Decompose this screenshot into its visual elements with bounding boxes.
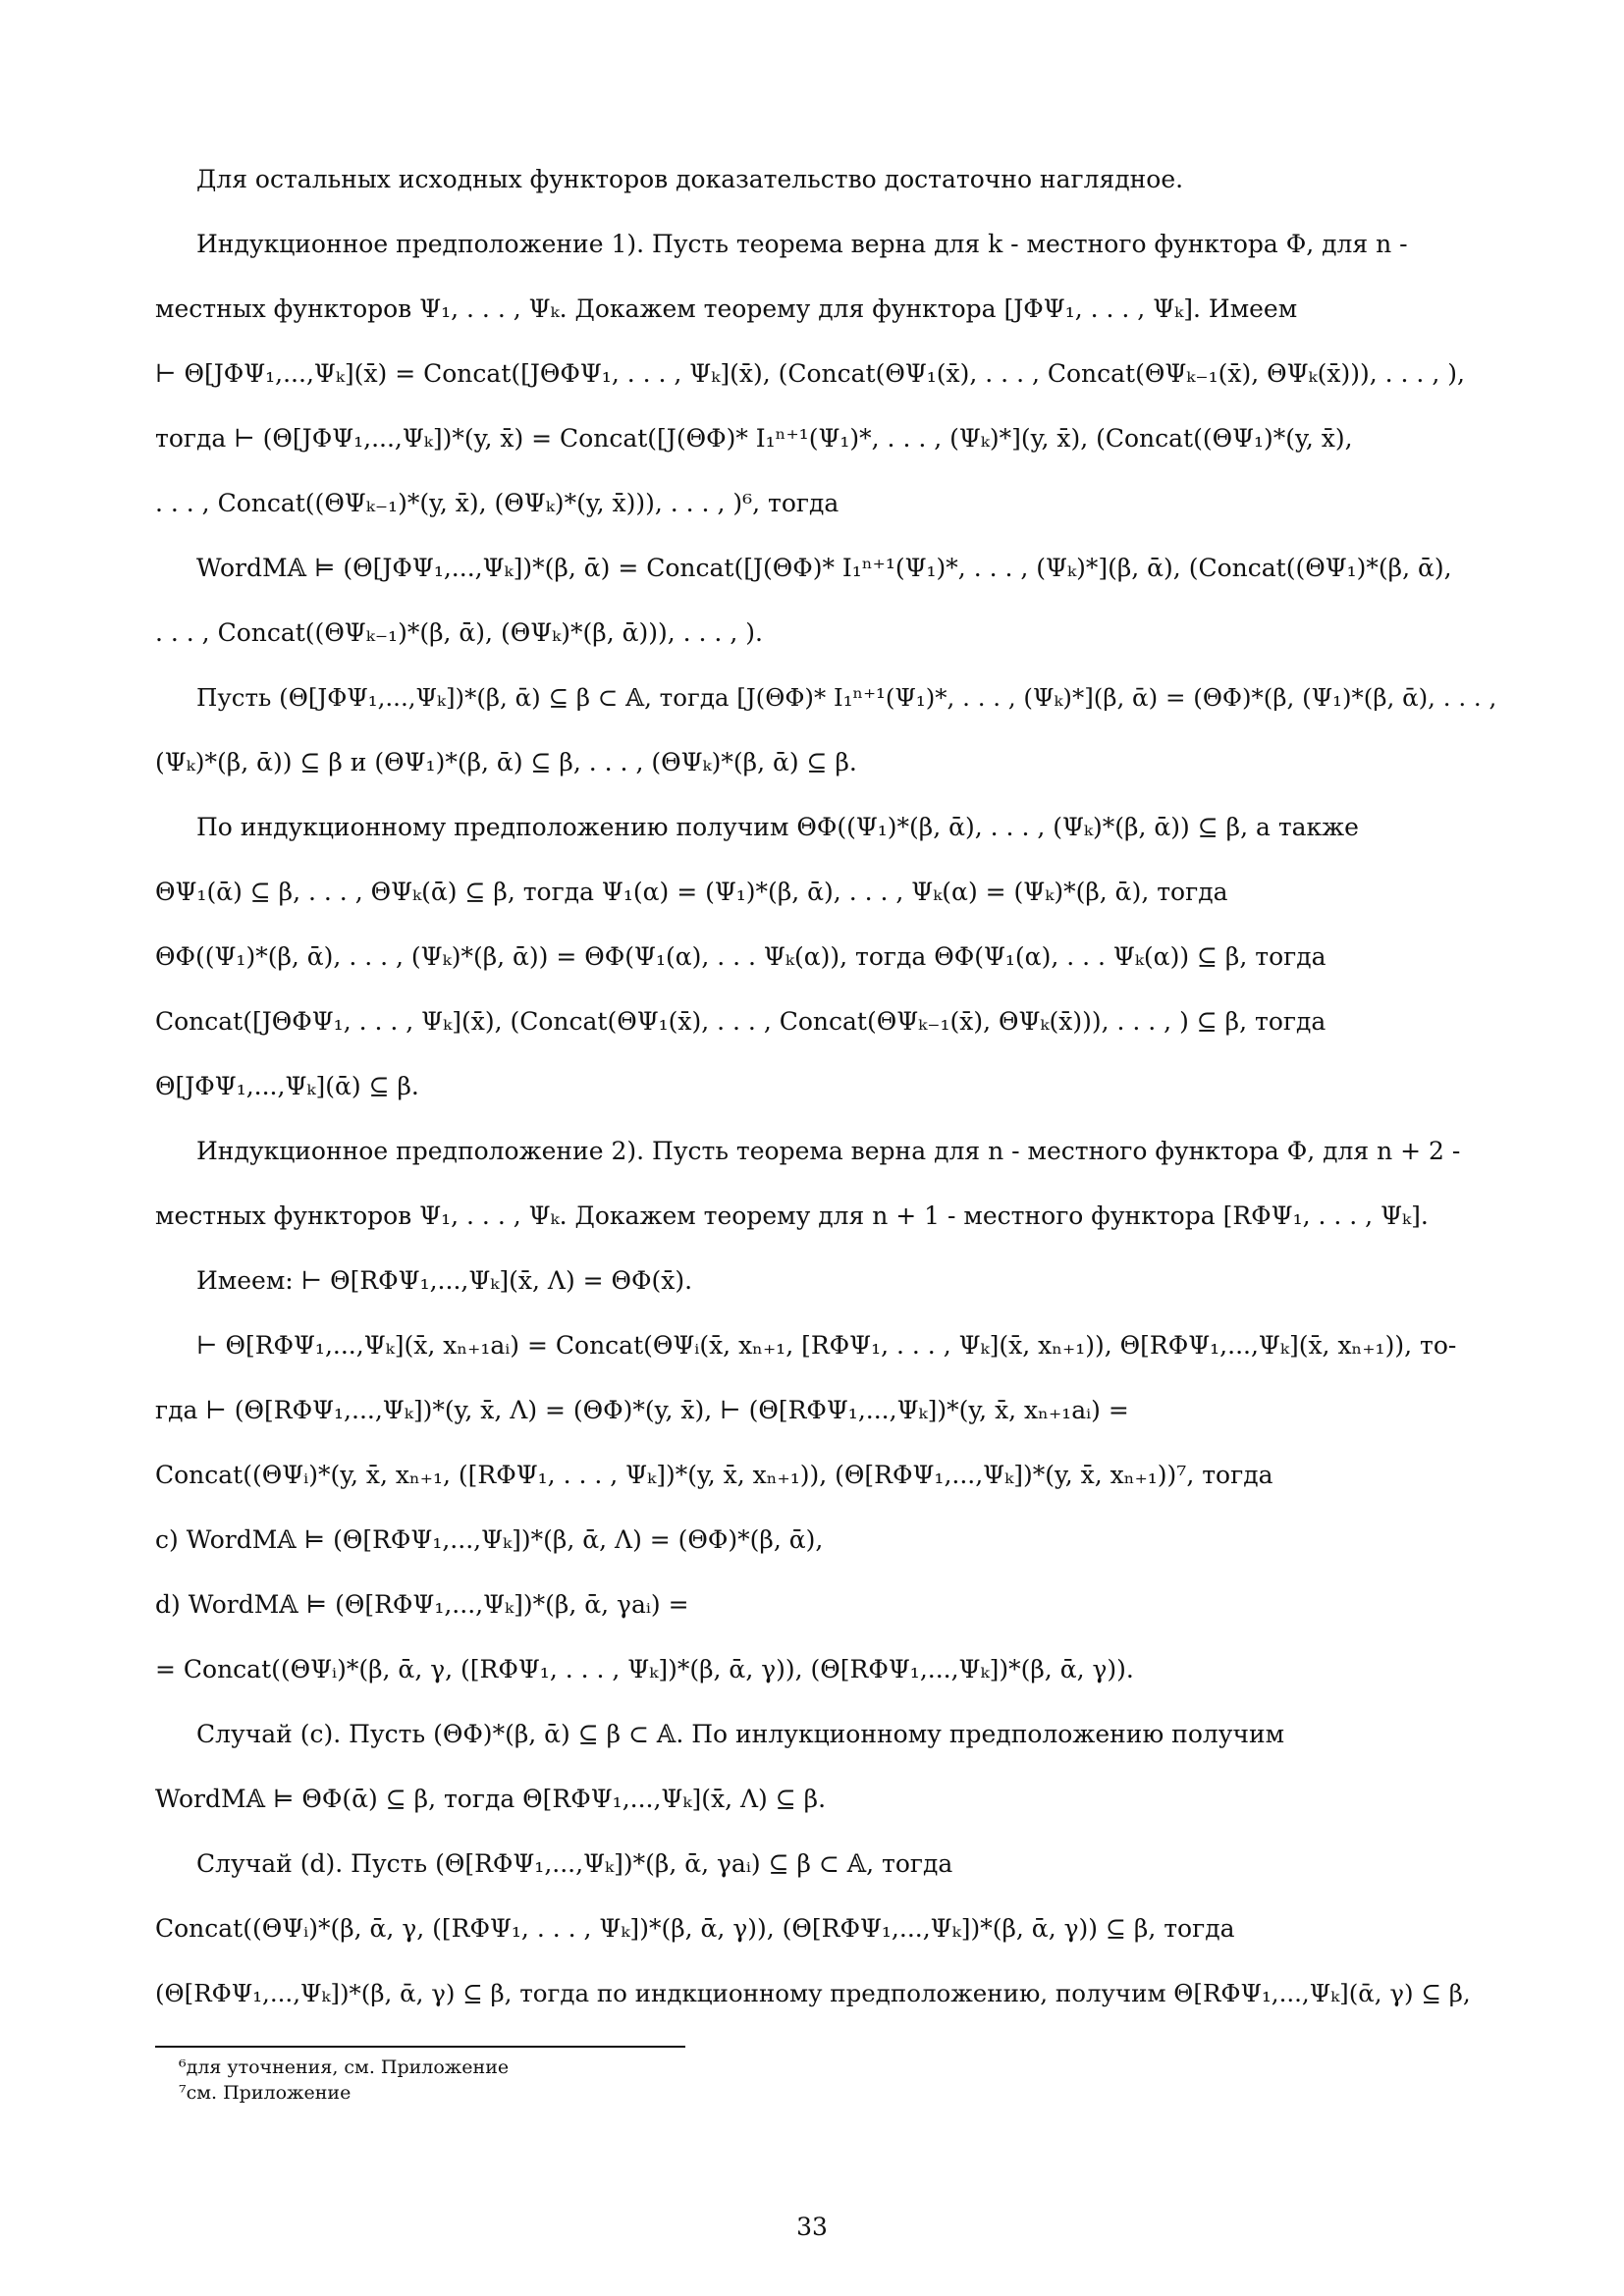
text-line: По индукционному предположению получим ΘΦ((Ψ₁)*(β, ᾱ), . . . , (Ψₖ)*(β, ᾱ)) ⊆ β, а также [196,813,1359,841]
text-line: местных функторов Ψ₁, . . . , Ψₖ. Докажем теорему для функтора [JΦΨ₁, . . . , Ψₖ]. Имеем [155,294,1298,323]
text-line: Случай (c). Пусть (ΘΦ)*(β, ᾱ) ⊆ β ⊂ 𝔸. По инлукционному предположению получим [196,1720,1285,1748]
formula-line: Concat([JΘΦΨ₁, . . . , Ψₖ](x̄), (Concat(ΘΨ₁(x̄), . . . , Concat(ΘΨₖ₋₁(x̄), ΘΨₖ(x̄))), . . . , ) ⊆ β, тогда [155,1007,1326,1036]
footnote: ⁶для уточнения, см. Приложение [179,2056,510,2078]
formula-line: Θ[JΦΨ₁,...,Ψₖ](ᾱ) ⊆ β. [155,1072,419,1100]
formula-line: ⊢ Θ[JΦΨ₁,...,Ψₖ](x̄) = Concat([JΘΦΨ₁, . . . , Ψₖ](x̄), (Concat(ΘΨ₁(x̄), . . . , Concat(ΘΨₖ₋₁(x̄), ΘΨₖ(x̄))), . . . , ), [155,359,1465,388]
formula-line: тогда ⊢ (Θ[JΦΨ₁,...,Ψₖ])*(y, x̄) = Concat([J(ΘΦ)* I₁ⁿ⁺¹(Ψ₁)*, . . . , (Ψₖ)*](y, x̄), (Concat((ΘΨ₁)*(y, x̄), [155,424,1353,453]
formula-line: (Ψₖ)*(β, ᾱ)) ⊆ β и (ΘΨ₁)*(β, ᾱ) ⊆ β, . . . , (ΘΨₖ)*(β, ᾱ) ⊆ β. [155,748,857,776]
formula-line: c) WordM𝔸 ⊨ (Θ[RΦΨ₁,...,Ψₖ])*(β, ᾱ, Λ) = (ΘΦ)*(β, ᾱ), [155,1525,824,1554]
text-line: Индукционное предположение 2). Пусть теорема верна для n - местного функтора Φ, для n + 2 - [196,1137,1461,1165]
page-number: 33 [796,2213,828,2241]
formula-line: WordM𝔸 ⊨ ΘΦ(ᾱ) ⊆ β, тогда Θ[RΦΨ₁,...,Ψₖ](x̄, Λ) ⊆ β. [155,1785,827,1813]
formula-line: = Concat((ΘΨᵢ)*(β, ᾱ, γ, ([RΦΨ₁, . . . , Ψₖ])*(β, ᾱ, γ)), (Θ[RΦΨ₁,...,Ψₖ])*(β, ᾱ, γ)). [155,1655,1134,1683]
formula-line: Concat((ΘΨᵢ)*(β, ᾱ, γ, ([RΦΨ₁, . . . , Ψₖ])*(β, ᾱ, γ)), (Θ[RΦΨ₁,...,Ψₖ])*(β, ᾱ, γ)) ⊆ β, тогда [155,1914,1235,1943]
formula-line: гда ⊢ (Θ[RΦΨ₁,...,Ψₖ])*(y, x̄, Λ) = (ΘΦ)*(y, x̄), ⊢ (Θ[RΦΨ₁,...,Ψₖ])*(y, x̄, xₙ₊₁aᵢ) = [155,1396,1129,1424]
formula-line: d) WordM𝔸 ⊨ (Θ[RΦΨ₁,...,Ψₖ])*(β, ᾱ, γaᵢ) = [155,1590,689,1619]
text-line: Для остальных исходных функторов доказательство достаточно наглядное. [196,165,1184,193]
formula-line: Случай (d). Пусть (Θ[RΦΨ₁,...,Ψₖ])*(β, ᾱ, γaᵢ) ⊆ β ⊂ 𝔸, тогда [196,1849,953,1878]
text-line: Индукционное предположение 1). Пусть теорема верна для k - местного функтора Φ, для n - [196,230,1408,258]
footnote: ⁷см. Приложение [179,2082,352,2104]
text-line: местных функторов Ψ₁, . . . , Ψₖ. Докажем теорему для n + 1 - местного функтора [RΦΨ₁, . . . , Ψₖ]. [155,1201,1429,1230]
formula-line: ΘΨ₁(ᾱ) ⊆ β, . . . , ΘΨₖ(ᾱ) ⊆ β, тогда Ψ₁(α) = (Ψ₁)*(β, ᾱ), . . . , Ψₖ(α) = (Ψₖ)*(β, ᾱ), тогда [155,878,1228,906]
formula-line: Concat((ΘΨᵢ)*(y, x̄, xₙ₊₁, ([RΦΨ₁, . . . , Ψₖ])*(y, x̄, xₙ₊₁)), (Θ[RΦΨ₁,...,Ψₖ])*(y, x̄, xₙ₊₁))⁷, тогда [155,1461,1273,1489]
formula-line: Пусть (Θ[JΦΨ₁,...,Ψₖ])*(β, ᾱ) ⊆ β ⊂ 𝔸, тогда [J(ΘΦ)* I₁ⁿ⁺¹(Ψ₁)*, . . . , (Ψₖ)*](β, ᾱ) = (ΘΦ)*(β, (Ψ₁)*(β, ᾱ), . . . , [196,683,1497,712]
formula-line: ⊢ Θ[RΦΨ₁,...,Ψₖ](x̄, xₙ₊₁aᵢ) = Concat(ΘΨᵢ(x̄, xₙ₊₁, [RΦΨ₁, . . . , Ψₖ](x̄, xₙ₊₁)), Θ[RΦΨ₁,...,Ψₖ](x̄, xₙ₊₁)), то- [196,1331,1457,1360]
formula-line: . . . , Concat((ΘΨₖ₋₁)*(y, x̄), (ΘΨₖ)*(y, x̄))), . . . , )⁶, тогда [155,489,839,517]
footnote-rule [155,2046,685,2048]
formula-line: . . . , Concat((ΘΨₖ₋₁)*(β, ᾱ), (ΘΨₖ)*(β, ᾱ))), . . . , ). [155,618,763,647]
formula-line: Имеем: ⊢ Θ[RΦΨ₁,...,Ψₖ](x̄, Λ) = ΘΦ(x̄). [196,1266,693,1295]
formula-line: WordM𝔸 ⊨ (Θ[JΦΨ₁,...,Ψₖ])*(β, ᾱ) = Concat([J(ΘΦ)* I₁ⁿ⁺¹(Ψ₁)*, . . . , (Ψₖ)*](β, ᾱ), (Concat((ΘΨ₁)*(β, ᾱ), [196,554,1452,582]
formula-line: ΘΦ((Ψ₁)*(β, ᾱ), . . . , (Ψₖ)*(β, ᾱ)) = ΘΦ(Ψ₁(α), . . . Ψₖ(α)), тогда ΘΦ(Ψ₁(α), . . . Ψₖ(α)) ⊆ β, тогда [155,942,1326,971]
formula-line: (Θ[RΦΨ₁,...,Ψₖ])*(β, ᾱ, γ) ⊆ β, тогда по индкционному предположению, получим Θ[RΦΨ₁,...,Ψₖ](ᾱ, γ) ⊆ β, [155,1979,1471,2007]
